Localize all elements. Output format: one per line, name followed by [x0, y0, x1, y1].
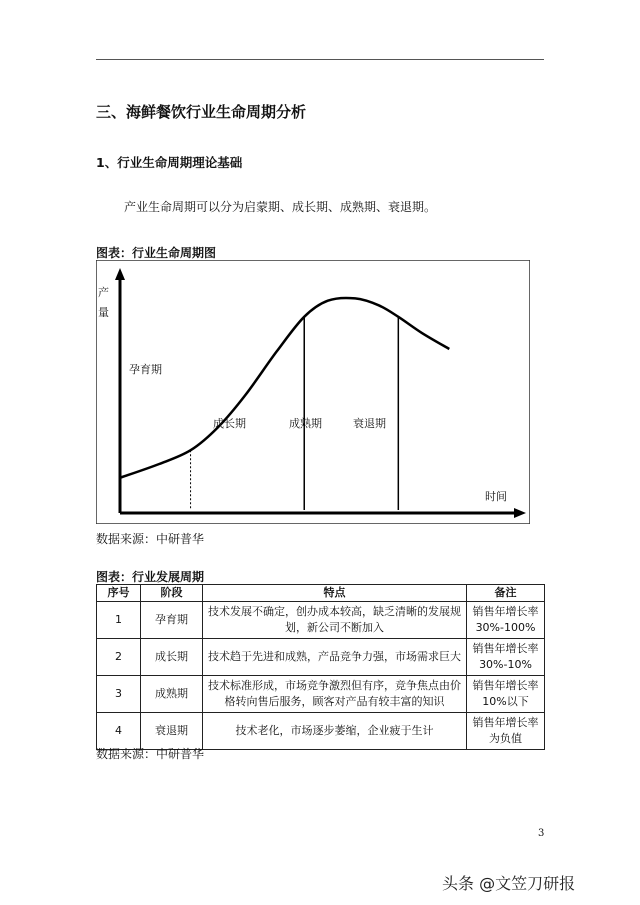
figure2-source: 数据来源：中研普华	[96, 747, 205, 761]
page-number: 3	[538, 828, 545, 839]
cell-note: 销售年增长率为负值	[467, 713, 545, 750]
y-axis-label-bottom: 量	[98, 306, 109, 319]
table-row	[97, 713, 545, 750]
y-axis-label-top: 产	[98, 286, 109, 299]
cell-note: 销售年增长率30%-100%	[467, 602, 545, 639]
figure1-caption: 图表：行业生命周期图	[96, 246, 217, 260]
cell-stage: 成熟期	[141, 676, 203, 713]
industry-cycle-table	[96, 584, 545, 750]
cell-feature: 技术发展不确定，创办成本较高，缺乏清晰的发展规划，新公司不断加入	[203, 602, 467, 639]
header-stage: 阶段	[141, 585, 203, 602]
stage-label-maturity: 成熟期	[289, 417, 322, 430]
cell-feature: 技术标准形成，市场竞争激烈但有序，竞争焦点由价格转向售后服务，顾客对产品有较丰富的知识	[203, 676, 467, 713]
cell-number: 4	[97, 713, 141, 750]
table-header-row	[97, 585, 545, 602]
table-row	[97, 639, 545, 676]
cell-stage: 成长期	[141, 639, 203, 676]
section-title: 三、海鲜餐饮行业生命周期分析	[96, 103, 307, 121]
intro-paragraph: 产业生命周期可以分为启蒙期、成长期、成熟期、衰退期。	[124, 200, 437, 214]
cell-note: 销售年增长率30%-10%	[467, 639, 545, 676]
header-note: 备注	[467, 585, 545, 602]
figure1-source: 数据来源：中研普华	[96, 532, 205, 546]
cell-stage: 孕育期	[141, 602, 203, 639]
header-number: 序号	[97, 585, 141, 602]
cell-feature: 技术趋于先进和成熟，产品竞争力强，市场需求巨大	[203, 639, 467, 676]
lifecycle-chart	[96, 260, 530, 524]
cell-number: 3	[97, 676, 141, 713]
cell-feature: 技术老化，市场逐步萎缩，企业疲于生计	[203, 713, 467, 750]
y-axis-label	[98, 285, 109, 319]
subsection-title: 1、行业生命周期理论基础	[96, 155, 243, 170]
stage-label-incubation: 孕育期	[129, 363, 162, 376]
x-axis-label: 时间	[485, 490, 507, 503]
cell-number: 2	[97, 639, 141, 676]
stage-label-decline: 衰退期	[353, 417, 386, 430]
x-axis-arrow	[514, 508, 526, 518]
cell-note: 销售年增长率10%以下	[467, 676, 545, 713]
stage-boundaries	[191, 317, 399, 510]
header-rule	[96, 59, 544, 60]
stage-label-growth: 成长期	[213, 417, 246, 430]
figure2-caption: 图表：行业发展周期	[96, 570, 205, 584]
lifecycle-curve	[120, 298, 449, 478]
chart-frame	[96, 260, 530, 524]
header-feature: 特点	[203, 585, 467, 602]
cell-number: 1	[97, 602, 141, 639]
watermark: 头条 @文笠刀研报	[442, 874, 576, 893]
table-row	[97, 602, 545, 639]
y-axis-arrow	[115, 268, 125, 280]
cell-stage: 衰退期	[141, 713, 203, 750]
table-row	[97, 676, 545, 713]
